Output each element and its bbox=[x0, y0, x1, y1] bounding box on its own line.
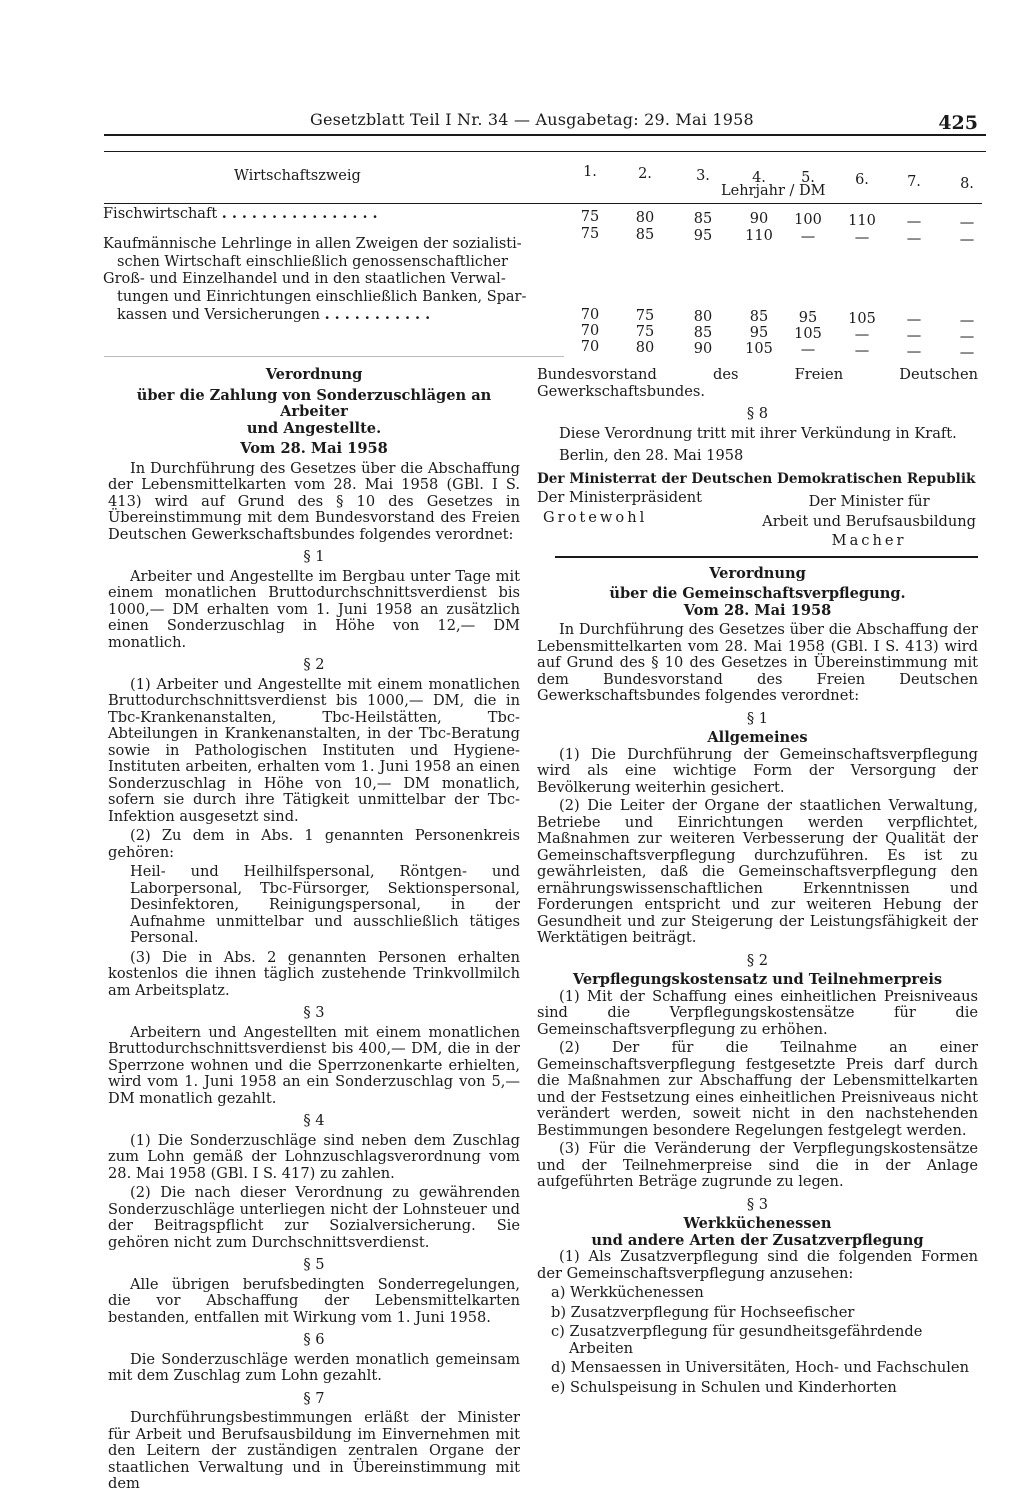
table-cell: 95 bbox=[749, 325, 769, 342]
row2-line-5 bbox=[103, 306, 553, 325]
sig-right-name: Macher bbox=[831, 532, 907, 549]
ordinance2-title-1: Verordnung bbox=[709, 564, 806, 582]
page-number: 425 bbox=[938, 112, 978, 134]
o2-section-3-title-1: Werkküchenessen bbox=[683, 1215, 832, 1232]
table-top-rule bbox=[104, 151, 986, 152]
table-cell: 105 bbox=[794, 326, 822, 343]
table-cell: — bbox=[906, 230, 922, 247]
table-cell: — bbox=[906, 327, 922, 344]
row2-line-5-text: kassen und Versicherungen bbox=[117, 307, 320, 323]
table-cell: 95 bbox=[798, 310, 818, 327]
o2-section-1-para-1: (1) Die Durchführung der Gemeinschaftsverpflegung wird als eine wichtige Form der Versorgung der Bevölkerung weiterhin gesichert. bbox=[537, 745, 978, 796]
table-cell: 95 bbox=[693, 227, 713, 244]
section-6-text: Die Sonderzuschläge werden monatlich gemeinsam mit dem Zuschlag zum Lohn gezahlt. bbox=[108, 1350, 520, 1384]
table-cell: 75 bbox=[580, 209, 600, 225]
table-cell: — bbox=[959, 344, 975, 361]
table-cell: — bbox=[906, 343, 922, 360]
table-cell: — bbox=[854, 327, 870, 343]
table-cell: — bbox=[959, 231, 975, 248]
table-cell: — bbox=[800, 229, 816, 246]
table-cell: 75 bbox=[635, 323, 655, 340]
table-subhead: Lehrjahr / DM bbox=[721, 183, 826, 199]
table-cell: 75 bbox=[635, 307, 655, 324]
o2-section-3-para-1: (1) Als Zusatzverpflegung sind die folgenden Formen der Gemeinschaftsverpflegung anzusehen: bbox=[537, 1248, 978, 1282]
row1-label bbox=[103, 205, 383, 222]
section-7-text: Durchführungsbestimmungen erläßt der Minister für Arbeit und Berufsausbildung im Einvernehmen mit den Leitern der zuständigen zentralen Organe der staatlichen Verwaltung und in Übereinstimmung mit dem bbox=[108, 1409, 520, 1492]
left-column bbox=[108, 367, 520, 1493]
table-cell: 85 bbox=[635, 226, 655, 243]
row2-dots: ........... bbox=[324, 306, 436, 323]
table-cell: — bbox=[800, 342, 816, 359]
ordinance1-continuation: Bundesvorstand des Freien Deutschen Gewerkschaftsbundes. bbox=[537, 366, 978, 400]
o2-section-3-heading: § 3 bbox=[746, 1195, 769, 1213]
o2-section-2-title: Verpflegungskostensatz und Teilnehmerpreis bbox=[572, 971, 943, 988]
table-cell: 70 bbox=[580, 323, 600, 339]
sig-right-title-1: Der Minister für bbox=[808, 493, 930, 510]
section-8-text: Diese Verordnung tritt mit ihrer Verkündung in Kraft. bbox=[559, 424, 957, 442]
table-bottom-rule bbox=[104, 356, 564, 357]
table-cell: — bbox=[906, 213, 922, 230]
table-cell: 80 bbox=[693, 308, 713, 325]
catering-forms-list bbox=[537, 1285, 978, 1396]
table-cell: 70 bbox=[580, 307, 600, 323]
section-4-para-1: (1) Die Sonderzuschläge sind neben dem Zuschlag zum Lohn gemäß der Lohnzuschlagsverordnung vom 28. Mai 1958 (GBl. I S. 417) zu zahlen. bbox=[108, 1131, 520, 1182]
table-cell: 110 bbox=[848, 213, 876, 229]
section-4-para-2: (2) Die nach dieser Verordnung zu gewährenden Sonderzuschläge unterliegen nicht der Lohnsteuer und der Beitragspflicht zur Sozialversicherung. Sie gehören nicht zum Durchschnittsverdienst. bbox=[108, 1184, 520, 1251]
section-6-heading: § 6 bbox=[303, 1331, 325, 1348]
section-2-para-2-list: Heil- und Heilhilfspersonal, Röntgen- und Laborpersonal, Tbc-Fürsorger, Sektionspersonal, Desinfektoren, Reinigungspersonal, in der Aufnahme unmittelbar und ausschließlich tätiges Personal. bbox=[130, 863, 520, 946]
row2-line-2: schen Wirtschaft einschließlich genossenschaftlicher bbox=[117, 253, 508, 270]
right-column bbox=[537, 367, 978, 1396]
o2-section-2-para-3: (3) Für die Veränderung der Verpflegungskostensätze und der Teilnehmerpreise sind die in der Anlage aufgeführten Beträge zugrunde zu legen. bbox=[537, 1140, 978, 1190]
row2-line-1: Kaufmännische Lehrlinge in allen Zweigen der sozialisti- bbox=[103, 236, 522, 252]
row1-dots: ................ bbox=[221, 205, 383, 222]
table-cell: 85 bbox=[749, 309, 769, 326]
signature-right bbox=[762, 490, 978, 550]
o2-section-1-para-2: (2) Die Leiter der Organe der staatlichen Verwaltung, Betriebe und Einrichtungen werden verpflichtet, Maßnahmen zur weiteren Verbesserung der Qualität der Gemeinschaftsverpflegung durchzuführen. Es ist zu gewährleisten, daß die Gemeinschaftsverpflegung den ernährungswissenschaftlichen Erkenntnissen und Forderungen entspricht und zur weiteren Hebung der Gesundheit und zur Steigerung der Leistungsfähigkeit der Werktätigen beiträgt. bbox=[537, 797, 978, 946]
o2-section-2-para-1: (1) Mit der Schaffung eines einheitlichen Preisniveaus sind die Verpflegungskostensätze für die Gemeinschaftsverpflegung zu erhöhen. bbox=[537, 987, 978, 1038]
o2-section-1-heading: § 1 bbox=[746, 709, 769, 727]
signature-block bbox=[537, 490, 978, 550]
list-item: b) Zusatzverpflegung für Hochseefischer bbox=[551, 1303, 855, 1321]
section-2-heading: § 2 bbox=[303, 656, 325, 673]
table-cell: 105 bbox=[848, 311, 876, 327]
place-date: Berlin, den 28. Mai 1958 bbox=[559, 447, 744, 464]
sig-left-title: Der Ministerpräsident bbox=[537, 489, 703, 506]
section-1-heading: § 1 bbox=[303, 548, 325, 565]
table-cell: — bbox=[906, 311, 922, 328]
table-cell: 100 bbox=[794, 212, 822, 229]
year-col-1: 1. bbox=[583, 164, 597, 180]
ordinance2-title-2: über die Gemeinschaftsverpflegung. bbox=[609, 585, 906, 602]
running-title: Gesetzblatt Teil I Nr. 34 — Ausgabetag: 29. Mai 1958 bbox=[310, 110, 754, 129]
table-cell: 105 bbox=[745, 341, 773, 358]
o2-section-3-title-2: und andere Arten der Zusatzverpflegung bbox=[591, 1231, 924, 1249]
year-col-7: 7. bbox=[907, 174, 921, 190]
section-2-para-1: (1) Arbeiter und Angestellte mit einem monatlichen Bruttodurchschnittsverdienst bis 1000,— DM, die in Tbc-Krankenanstalten, Tbc-Heilstätten, Tbc-Abteilungen in Krankenanstalten, in der Tbc-Beratung sowie in Pathologischen Instituten und Hygiene-Instituten arbeiten, erhalten vom 1. Juni 1958 an einen Sonderzuschlag in Höhe von 10,— DM monatlich, sofern sie durch ihre Tätigkeit unmittelbar der Tbc-Infektion ausgesetzt sind. bbox=[108, 675, 520, 825]
section-7-heading: § 7 bbox=[303, 1389, 325, 1407]
table-cell: — bbox=[959, 312, 975, 329]
year-col-8: 8. bbox=[960, 176, 974, 192]
ordinance1-title-1: Verordnung bbox=[265, 366, 363, 383]
section-2-para-3: (3) Die in Abs. 2 genannten Personen erhalten kostenlos die ihnen täglich zustehende Trinkvollmilch am Arbeitsplatz. bbox=[108, 948, 520, 999]
o2-section-2-para-2: (2) Der für die Teilnahme an einer Gemeinschaftsverpflegung festgesetzte Preis darf durch die Maßnahmen zur Abschaffung der Lebensmittelkarten und der Festsetzung eines einheitlichen Preisniveaus nicht verändert werden, soweit nicht in den nachstehenden Bestimmungen besondere Regelungen festgelegt werden. bbox=[537, 1039, 978, 1139]
table-cell: — bbox=[854, 230, 870, 246]
header-rule bbox=[104, 134, 986, 136]
sig-left-name: Grotewohl bbox=[543, 508, 648, 526]
table-cell: 90 bbox=[693, 340, 713, 357]
row2-line-3: Groß- und Einzelhandel und in den staatlichen Verwal- bbox=[103, 271, 506, 287]
list-item: e) Schulspeisung in Schulen und Kinderhorten bbox=[551, 1378, 897, 1396]
section-4-heading: § 4 bbox=[303, 1112, 325, 1129]
ordinance2-date: Vom 28. Mai 1958 bbox=[683, 601, 832, 619]
table-head-rule bbox=[104, 203, 982, 204]
list-item: a) Werkküchenessen bbox=[551, 1284, 704, 1301]
table-col-head: Wirtschaftszweig bbox=[234, 168, 361, 184]
section-5-text: Alle übrigen berufsbedingten Sonderregelungen, die vor Abschaffung der Lebensmittelkarten bestanden, entfallen mit Wirkung vom 1. Juni 1958. bbox=[108, 1275, 520, 1326]
ordinance-divider bbox=[555, 556, 978, 558]
section-3-heading: § 3 bbox=[303, 1004, 325, 1021]
section-2-para-2: (2) Zu dem in Abs. 1 genannten Personenkreis gehören: bbox=[108, 827, 520, 861]
signature-left bbox=[537, 490, 702, 550]
sig-right-title-2: Arbeit und Berufsausbildung bbox=[762, 512, 976, 530]
table-cell: 80 bbox=[635, 209, 655, 226]
table-cell: 90 bbox=[749, 211, 769, 228]
table-cell: 110 bbox=[745, 228, 773, 245]
ordinance1-title-2: über die Zahlung von Sonderzuschlägen an Arbeiter bbox=[136, 386, 492, 420]
table-cell: — bbox=[854, 343, 870, 359]
table-cell: 70 bbox=[580, 339, 600, 355]
table-cell: 80 bbox=[635, 339, 655, 356]
list-item: c) Zusatzverpflegung für gesundheitsgefährdende Arbeiten bbox=[551, 1323, 923, 1357]
ordinance1-intro: In Durchführung des Gesetzes über die Abschaffung der Lebensmittelkarten vom 28. Mai 1958 (GBl. I S. 413) wird auf Grund des § 10 des Gesetzes in Übereinstimmung mit dem Bundesvorstand des Freien Deutschen Gewerkschaftsbundes folgendes verordnet: bbox=[108, 459, 520, 543]
table-cell: 85 bbox=[693, 324, 713, 341]
ordinance1-title-3: und Angestellte. bbox=[246, 419, 382, 437]
row2-label bbox=[103, 236, 553, 325]
ordinance1-date: Vom 28. Mai 1958 bbox=[240, 440, 388, 457]
row2-line-4: tungen und Einrichtungen einschließlich Banken, Spar- bbox=[117, 288, 527, 305]
section-8-heading: § 8 bbox=[746, 405, 769, 422]
section-3-text: Arbeitern und Angestellten mit einem monatlichen Bruttodurchschnittsverdienst bis 400,— DM, die in der Sperrzone wohnen und die Sperrzonenkarte erhielten, wird vom 1. Juni 1958 an ein Sonderzuschlag von 5,— DM monatlich gezahlt. bbox=[108, 1023, 520, 1107]
ordinance2-intro: In Durchführung des Gesetzes über die Abschaffung der Lebensmittelkarten vom 28. Mai 1958 (GBl. I S. 413) wird auf Grund des § 10 des Gesetzes in Übereinstimmung mit dem Bundesvorstand des Freien Deutschen Gewerkschaftsbundes folgendes verordnet: bbox=[537, 621, 978, 704]
table-cell: — bbox=[959, 328, 975, 345]
row1-label-text: Fischwirtschaft bbox=[103, 206, 218, 222]
o2-section-1-title: Allgemeines bbox=[707, 729, 808, 746]
table-cell: — bbox=[959, 214, 975, 231]
year-col-4: 4. bbox=[752, 170, 766, 186]
year-col-2: 2. bbox=[638, 166, 652, 182]
o2-section-2-heading: § 2 bbox=[746, 951, 769, 969]
issuing-council: Der Ministerrat der Deutschen Demokratischen Republik bbox=[537, 470, 976, 487]
table-cell: 85 bbox=[693, 210, 713, 227]
list-item: d) Mensaessen in Universitäten, Hoch- und Fachschulen bbox=[551, 1359, 969, 1376]
page-header bbox=[105, 106, 984, 136]
section-5-heading: § 5 bbox=[303, 1256, 325, 1273]
section-1-text: Arbeiter und Angestellte im Bergbau unter Tage mit einem monatlichen Bruttodurchschnittsverdienst bis 1000,— DM erhalten vom 1. Juni 1958 an zusätzlich einen Sonderzuschlag in Höhe von 12,— DM monatlich. bbox=[108, 567, 520, 651]
year-col-5: 5. bbox=[801, 170, 815, 186]
table-cell: 75 bbox=[580, 226, 600, 242]
year-col-6: 6. bbox=[855, 172, 869, 188]
year-col-3: 3. bbox=[696, 168, 710, 184]
